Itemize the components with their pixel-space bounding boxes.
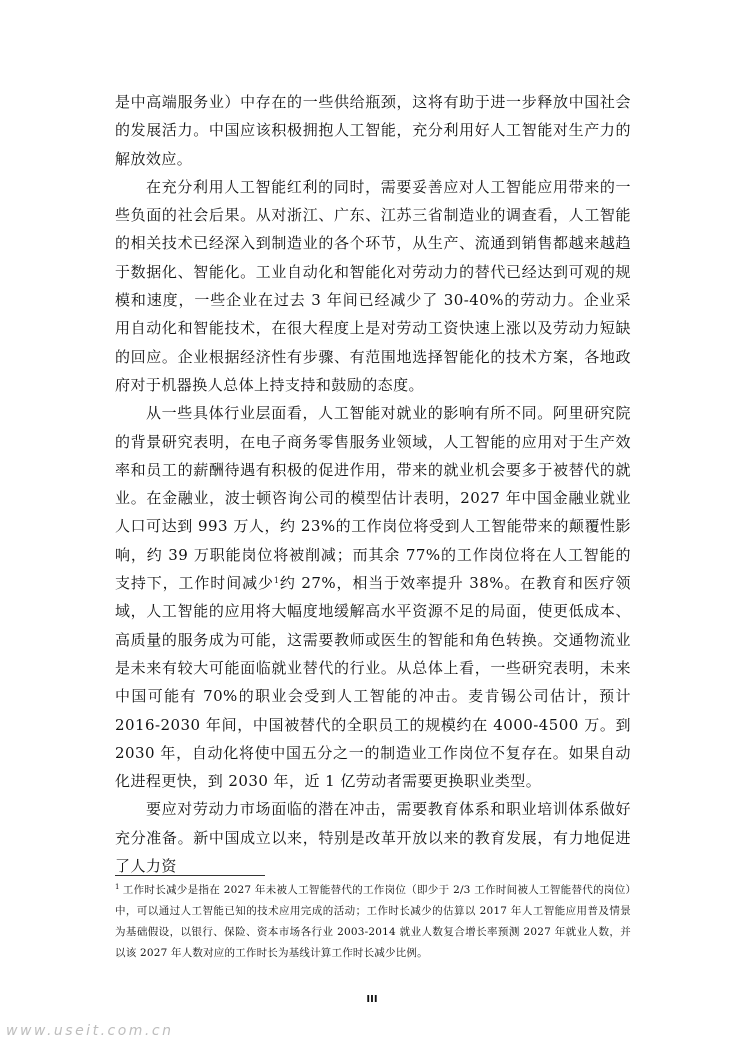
footnote-marker: 1 xyxy=(115,883,120,891)
page-number: III xyxy=(366,994,378,1005)
footnote-reference[interactable]: 1 xyxy=(273,576,280,586)
paragraph-3 xyxy=(115,399,631,795)
paragraph-3-text-before-ref: 从一些具体行业层面看，人工智能对就业的影响有所不同。阿里研究院的背景研究表明，在电子商务零售服务业领域，人工智能的应用对于生产效率和员工的薪酬待遇有积极的促进作用，带来的就业机会要多于被替代的就业。在金融业，波士顿咨询公司的模型估计表明，2027 年中国金融业就业人口可达到 993 万人，约 23%的工作岗位将受到人工智能带来的颠覆性影响，约 39 万职能岗位将被削减；而其余 77%的工作岗位将在人工智能的支持下，工作时间减少 xyxy=(115,404,631,593)
paragraph-3-text-after-ref: 约 27%，相当于效率提升 38%。在教育和医疗领域，人工智能的应用将大幅度地缓解高水平资源不足的局面，使更低成本、高质量的服务成为可能，这需要教师或医生的智能和角色转换。交通物流业是未来有较大可能面临就业替代的行业。从总体上看，一些研究表明，未来中国可能有 70%的职业会受到人工智能的冲击。麦肯锡公司估计，预计 2016-2030 年间，中国被替代的全职员工的规模约在 4000-4500 万。到 2030 年，自动化将使中国五分之一的制造业工作岗位不复存在。如果自动化进程更快，到 2030 年，近 1 亿劳动者需要更换职业类型。 xyxy=(115,574,631,791)
footnote-text: 工作时长减少是指在 2027 年未被人工智能替代的工作岗位（即少于 2/3 工作时间被人工智能替代的岗位）中，可以通过人工智能已知的技术应用完成的活动；工作时长减少的估算以 2017 年人工智能应用普及情景为基础假设，以银行、保险、资本市场各行业 2003-2014 就业人数复合增长率预测 2027 年就业人数，并以该 2027 年人数对应的工作时长为基线计算工作时长减少比例。 xyxy=(115,884,631,959)
paragraph-2: 在充分利用人工智能红利的同时，需要妥善应对人工智能应用带来的一些负面的社会后果。从对浙江、广东、江苏三省制造业的调查看，人工智能的相关技术已经深入到制造业的各个环节，从生产、流通到销售都越来越趋于数据化、智能化。工业自动化和智能化对劳动力的替代已经达到可观的规模和速度，一些企业在过去 3 年间已经减少了 30-40%的劳动力。企业采用自动化和智能技术，在很大程度上是对劳动工资快速上涨以及劳动力短缺的回应。企业根据经济性有步骤、有范围地选择智能化的技术方案，各地政府对于机器换人总体上持支持和鼓励的态度。 xyxy=(115,177,631,394)
footnote xyxy=(115,880,631,964)
paragraph-4: 要应对劳动力市场面临的潜在冲击，需要教育体系和职业培训体系做好充分准备。新中国成立以来，特别是改革开放以来的教育发展，有力地促进了人力资 xyxy=(115,800,631,876)
body-text xyxy=(115,88,631,880)
watermark-url: www.useit.com.cn xyxy=(6,1023,174,1039)
footnote-divider xyxy=(115,875,265,876)
paragraph-1: 是中高端服务业）中存在的一些供给瓶颈，这将有助于进一步释放中国社会的发展活力。中国应该积极拥抱人工智能，充分利用好人工智能对生产力的解放效应。 xyxy=(115,93,631,168)
